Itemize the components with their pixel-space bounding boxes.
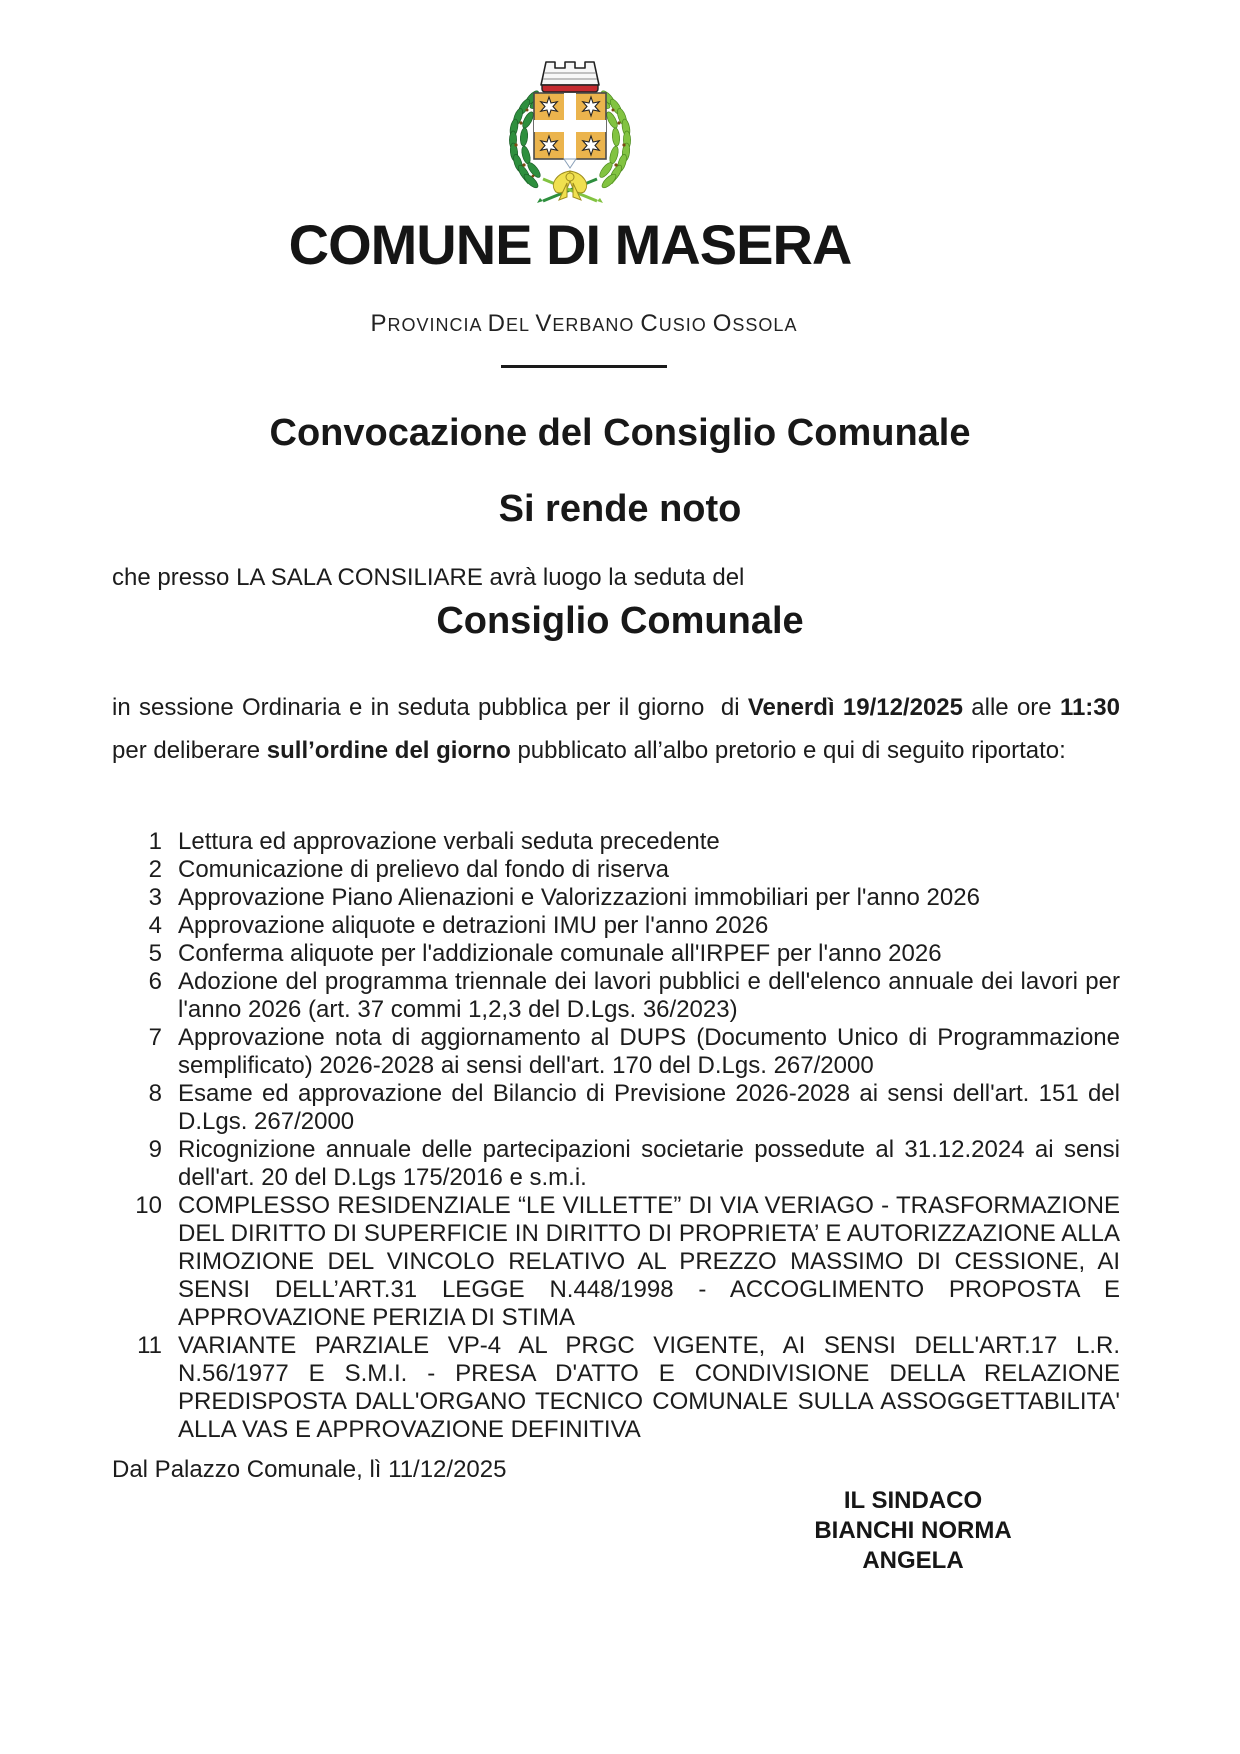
agenda-item-text: Conferma aliquote per l'addizionale comunale all'IRPEF per l'anno 2026 bbox=[178, 940, 942, 967]
signature-block bbox=[763, 1486, 1063, 1576]
mural-crown bbox=[541, 62, 599, 92]
agenda-item bbox=[112, 828, 1122, 856]
coat-of-arms-icon bbox=[497, 53, 643, 209]
agenda-item-number: 8 bbox=[148, 1080, 162, 1107]
notice-subtitle: Si rende noto bbox=[498, 488, 742, 530]
agenda-item bbox=[112, 1080, 1122, 1136]
session-paragraph bbox=[112, 686, 1120, 772]
agenda-item-number: 9 bbox=[148, 1136, 162, 1163]
agenda-item-text: Lettura ed approvazione verbali seduta precedente bbox=[178, 828, 720, 855]
agenda-item-number: 4 bbox=[148, 912, 162, 939]
paragraph-bold-segment: 11:30 bbox=[1059, 694, 1120, 721]
municipal-coat-of-arms bbox=[497, 53, 643, 209]
agenda-item bbox=[112, 856, 1122, 884]
paragraph-segment: alle ore bbox=[963, 694, 1060, 721]
agenda-item-number: 11 bbox=[137, 1332, 162, 1359]
agenda-item-text: COMPLESSO RESIDENZIALE “LE VILLETTE” DI VIA VERIAGO - TRASFORMAZIONE DEL DIRITTO DI SUPERFICIE IN DIRITTO DI PROPRIETA’ E AUTORIZZAZIONE ALLA RIMOZIONE DEL VINCOLO RELATIVO AL PREZZO MASSIMO DI CESSIONE, AI SENSI DELL’ART.31 LEGGE N.448/1998 - ACCOGLIMENTO PROPOSTA E APPROVAZIONE PERIZIA DI STIMA bbox=[178, 1192, 1120, 1331]
agenda-item-text: Approvazione Piano Alienazioni e Valorizzazioni immobiliari per l'anno 2026 bbox=[178, 884, 980, 911]
agenda-item bbox=[112, 1024, 1122, 1080]
agenda-item bbox=[112, 968, 1122, 1024]
agenda-item-number: 10 bbox=[135, 1192, 162, 1219]
agenda-item-text: Approvazione nota di aggiornamento al DUPS (Documento Unico di Programmazione semplificato) 2026-2028 ai sensi dell'art. 170 del D.Lgs. 267/2000 bbox=[178, 1024, 1120, 1079]
council-heading: Consiglio Comunale bbox=[436, 600, 804, 642]
agenda-item bbox=[112, 1136, 1122, 1192]
agenda-item-text: Ricognizione annuale delle partecipazioni societarie possedute al 31.12.2024 ai sensi dell'art. 20 del D.Lgs 175/2016 e s.m.i. bbox=[178, 1136, 1120, 1191]
agenda-item bbox=[112, 912, 1122, 940]
agenda-item-text: Adozione del programma triennale dei lavori pubblici e dell'elenco annuale dei lavori per l'anno 2026 (art. 37 commi 1,2,3 del D.Lgs. 36/2023) bbox=[178, 968, 1120, 1023]
paragraph-segment: pubblicato all’albo pretorio e qui di seguito riportato: bbox=[510, 737, 1066, 764]
agenda-item bbox=[112, 1332, 1122, 1444]
place-date: Dal Palazzo Comunale, lì 11/12/2025 bbox=[112, 1456, 507, 1483]
intro-line: che presso LA SALA CONSILIARE avrà luogo la seduta del bbox=[112, 564, 745, 591]
municipality-title: COMUNE DI MASERA bbox=[288, 213, 852, 276]
notice-title: Convocazione del Consiglio Comunale bbox=[269, 412, 971, 454]
paragraph-bold-segment: Venerdì 19/12/2025 bbox=[747, 694, 963, 721]
agenda-item bbox=[112, 940, 1122, 968]
paragraph-segment: in sessione Ordinaria e in seduta pubblica per il giorno di bbox=[112, 694, 748, 721]
agenda-item-number: 1 bbox=[148, 828, 162, 855]
agenda-item bbox=[112, 884, 1122, 912]
agenda-item-text: VARIANTE PARZIALE VP-4 AL PRGC VIGENTE, AI SENSI DELL'ART.17 L.R. N.56/1977 E S.M.I. - PRESA D'ATTO E CONDIVISIONE DELLA RELAZIONE PREDISPOSTA DALL'ORGANO TECNICO COMUNALE SULLA ASSOGGETTABILITA' ALLA VAS E APPROVAZIONE DEFINITIVA bbox=[178, 1332, 1120, 1443]
ribbon-bow bbox=[537, 171, 603, 203]
agenda-item-number: 3 bbox=[148, 884, 162, 911]
agenda-item-number: 5 bbox=[148, 940, 162, 967]
province-subtitle: PROVINCIA DEL VERBANO CUSIO OSSOLA bbox=[370, 310, 798, 337]
agenda-item-number: 2 bbox=[148, 856, 162, 883]
agenda-list bbox=[112, 828, 1122, 1444]
paragraph-segment: per deliberare bbox=[112, 737, 267, 764]
agenda-item-text: Comunicazione di prelievo dal fondo di riserva bbox=[178, 856, 669, 883]
agenda-item bbox=[112, 1192, 1122, 1332]
agenda-item-text: Esame ed approvazione del Bilancio di Previsione 2026-2028 ai sensi dell'art. 151 del D.Lgs. 267/2000 bbox=[178, 1080, 1120, 1135]
agenda-item-number: 6 bbox=[148, 968, 162, 995]
signature-name: BIANCHI NORMA ANGELA bbox=[814, 1517, 1012, 1574]
header-divider-line bbox=[501, 365, 667, 368]
agenda-item-text: Approvazione aliquote e detrazioni IMU per l'anno 2026 bbox=[178, 912, 769, 939]
paragraph-bold-segment: sull’ordine del giorno bbox=[266, 737, 511, 764]
signature-role: IL SINDACO bbox=[843, 1487, 983, 1514]
shield bbox=[534, 93, 606, 168]
agenda-item-number: 7 bbox=[148, 1024, 162, 1051]
